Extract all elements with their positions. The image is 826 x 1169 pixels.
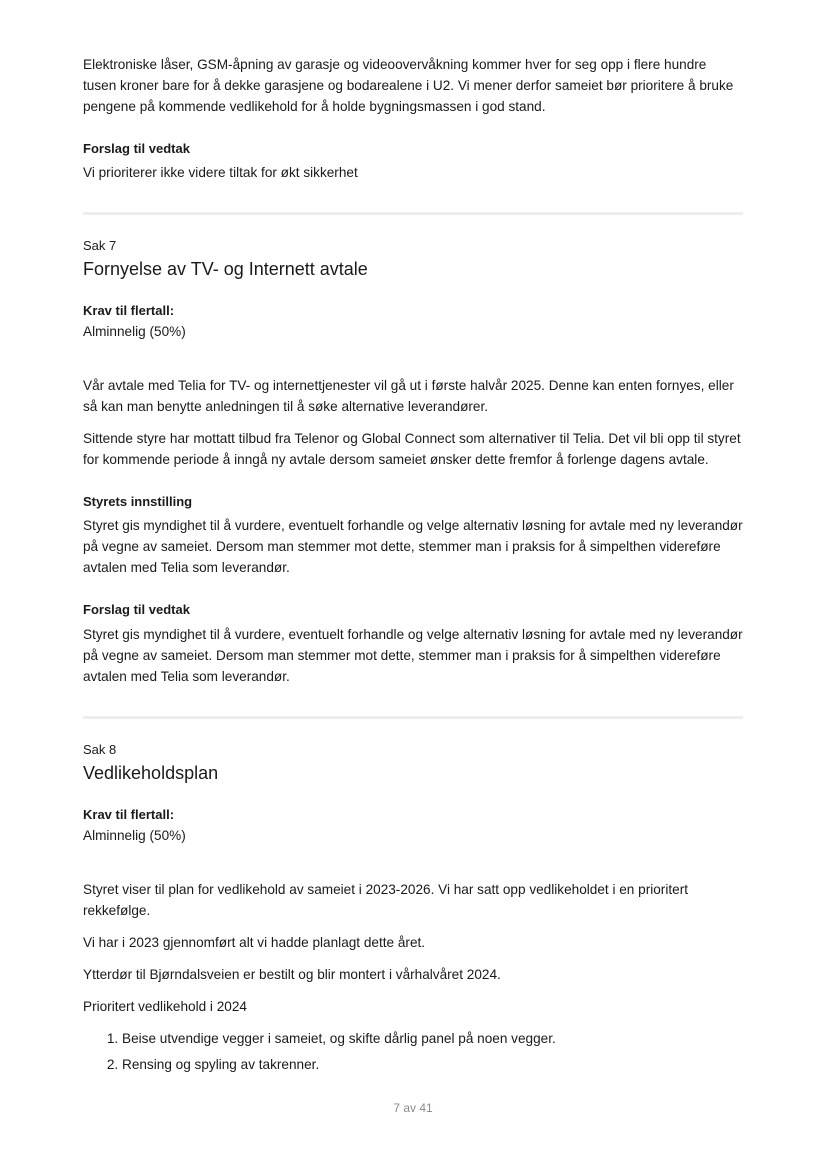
intro-forslag-heading: Forslag til vedtak	[83, 141, 190, 156]
sak8-krav-heading: Krav til flertall:	[83, 807, 175, 822]
sak7-paragraph-1: Vår avtale med Telia for TV- og internettjenester vil gå ut i første halvår 2025. Denne kan enten fornyes, eller så kan man benytte anledningen til å søke alternative leverandører.	[83, 378, 734, 414]
sak8-paragraph-4: Prioritert vedlikehold i 2024	[83, 999, 247, 1014]
sak8-title: Vedlikeholdsplan	[83, 763, 219, 783]
sak7-forslag-heading: Forslag til vedtak	[83, 602, 190, 617]
sak7-paragraph-2: Sittende styre har mottatt tilbud fra Telenor og Global Connect som alternativer til Telia. Det vil bli opp til styret for kommende periode å inngå ny avtale dersom sameiet ønsker dette fremfor å forlenge dagens avtale.	[83, 431, 741, 467]
sak8-paragraph-1: Styret viser til plan for vedlikehold av sameiet i 2023-2026. Vi har satt opp vedlikeholdet i en prioritert rekkefølge.	[83, 882, 688, 918]
section-divider	[83, 716, 743, 719]
sak7-label: Sak 7	[83, 238, 117, 253]
sak8-paragraph-2: Vi har i 2023 gjennomført alt vi hadde planlagt dette året.	[83, 935, 426, 950]
sak7-innstilling-heading: Styrets innstilling	[83, 494, 193, 509]
list-item: 2. Rensing og spyling av takrenner.	[122, 1054, 782, 1075]
sak8-paragraph-3: Ytterdør til Bjørndalsveien er bestilt og blir montert i vårhalvåret 2024.	[83, 967, 501, 982]
sak7-title: Fornyelse av TV- og Internett avtale	[83, 259, 368, 279]
intro-forslag-text: Vi prioriterer ikke videre tiltak for økt sikkerhet	[83, 165, 358, 180]
sak7-krav-value: Alminnelig (50%)	[83, 324, 186, 339]
sak8-maintenance-list	[83, 1028, 782, 1080]
sak8-label: Sak 8	[83, 742, 117, 757]
intro-paragraph: Elektroniske låser, GSM-åpning av garasje og videoovervåkning kommer hver for seg opp i flere hundre tusen kroner bare for å dekke garasjene og bodarealene i U2. Vi mener derfor sameiet bør prioritere å bruke pengene på kommende vedlikehold for å holde bygningsmassen i god stand.	[83, 57, 734, 114]
list-item: 1. Beise utvendige vegger i sameiet, og skifte dårlig panel på noen vegger.	[122, 1028, 782, 1049]
sak8-krav-value: Alminnelig (50%)	[83, 828, 186, 843]
sak7-innstilling-text: Styret gis myndighet til å vurdere, eventuelt forhandle og velge alternativ løsning for avtale med ny leverandør på vegne av sameiet. Dersom man stemmer mot dette, stemmer man i praksis for å simpelthen videreføre avtalen med Telia som leverandør.	[83, 518, 743, 575]
sak7-forslag-text: Styret gis myndighet til å vurdere, eventuelt forhandle og velge alternativ løsning for avtale med ny leverandør på vegne av sameiet. Dersom man stemmer mot dette, stemmer man i praksis for å simpelthen videreføre avtalen med Telia som leverandør.	[83, 627, 743, 684]
sak7-krav-heading: Krav til flertall:	[83, 303, 175, 318]
page-number: 7 av 41	[393, 1101, 433, 1115]
section-divider	[83, 212, 743, 215]
